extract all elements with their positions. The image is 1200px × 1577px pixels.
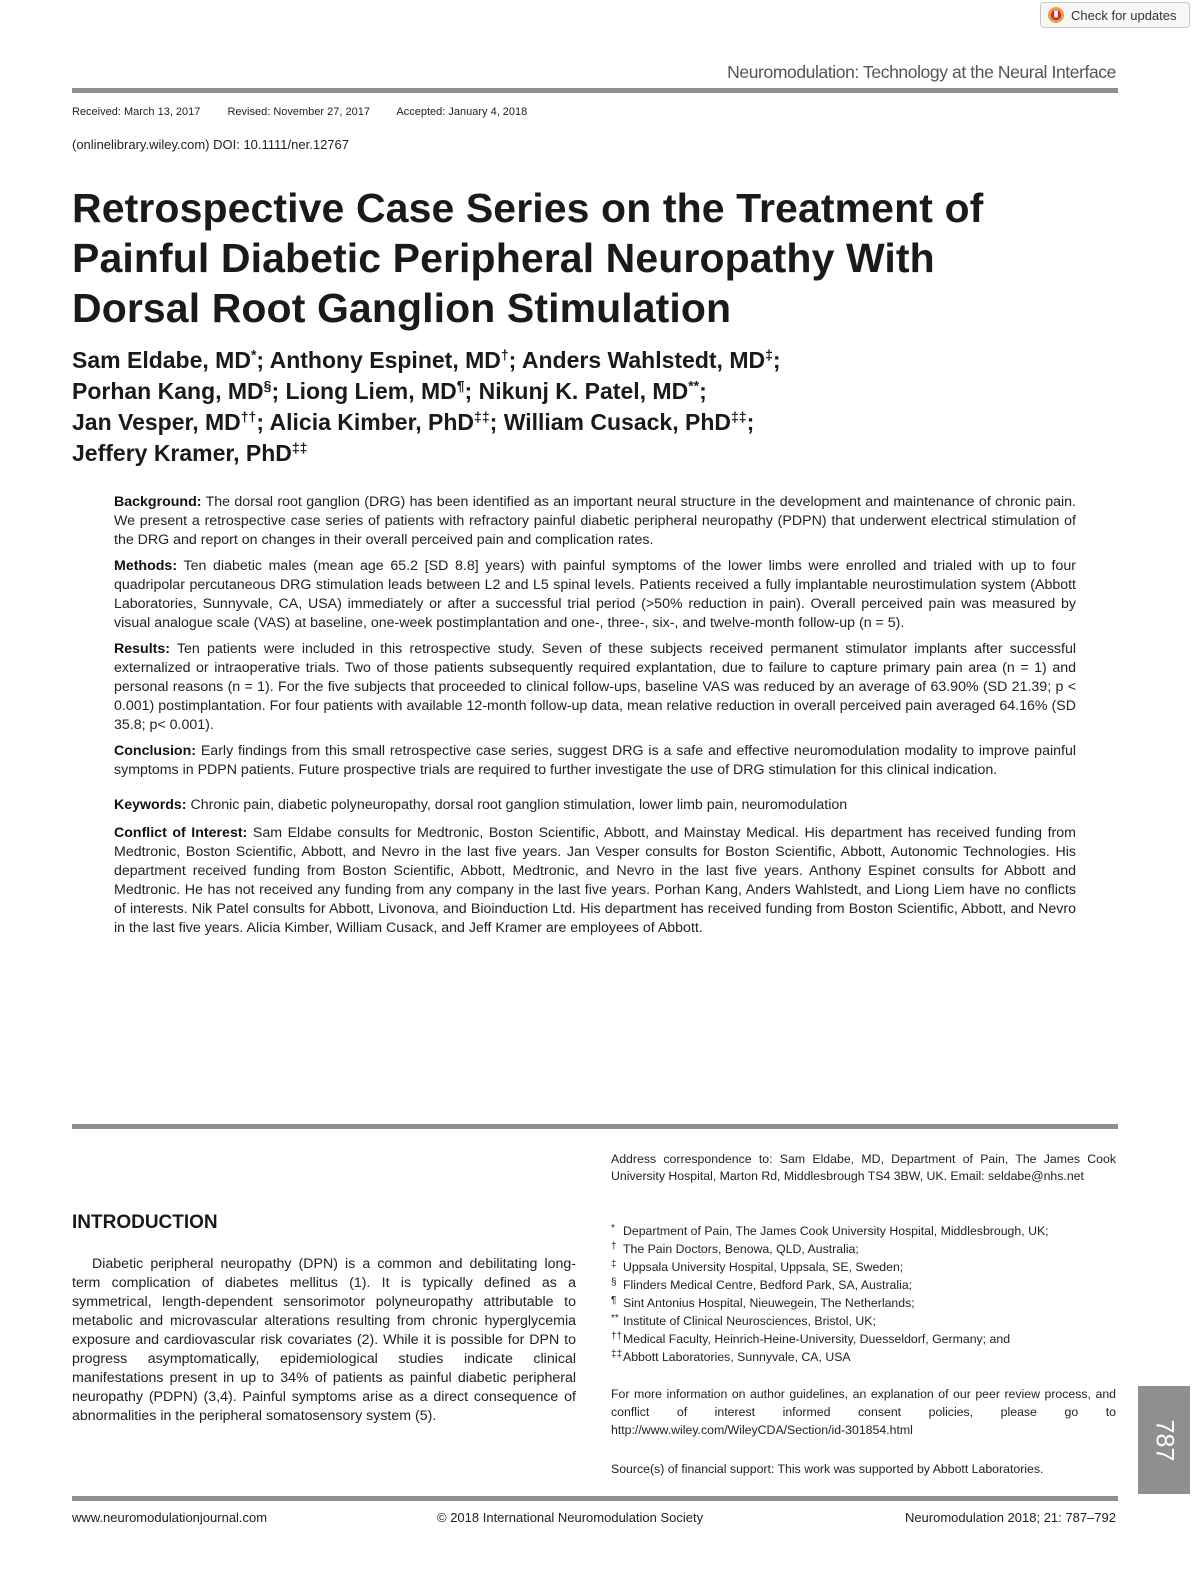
author-sep: ; (256, 409, 270, 435)
author-mark: † (500, 346, 509, 363)
author-mark: †† (240, 408, 257, 425)
affiliation-text: Uppsala University Hospital, Uppsala, SE, Sweden; (623, 1260, 904, 1274)
journal-name: Neuromodulation: Technology at the Neural Interface (727, 62, 1116, 82)
affiliation-mark: ** (611, 1313, 619, 1324)
author-mark: § (263, 377, 272, 394)
accepted-date: Accepted: January 4, 2018 (396, 106, 528, 118)
footer-citation: Neuromodulation 2018; 21: 787–792 (904, 1510, 1116, 1525)
author-mark: ‡‡ (731, 408, 747, 425)
correspondence-address: Address correspondence to: Sam Eldabe, MD, Department of Pain, The James Cook University Hospital, Marton Rd, Middlesbrough TS4 3BW, UK. Email: seldabe@nhs.net (611, 1152, 1116, 1183)
author-sep: ; (489, 409, 504, 435)
author: Jeffery Kramer, PhD (72, 440, 292, 466)
affiliation-mark: ‡‡ (611, 1349, 623, 1360)
author-list (72, 345, 1072, 469)
author-sep: ; (746, 409, 755, 435)
author-mark: ‡ (765, 346, 773, 363)
footer-website: www.neuromodulationjournal.com (72, 1510, 268, 1525)
title-line-2: Painful Diabetic Peripheral Neuropathy With (72, 235, 935, 281)
background-text: The dorsal root ganglion (DRG) has been identified as an important neural structure in the development and maintenance of chronic pain. We present a retrospective case series of patients with refractory painful diabetic peripheral neuropathy (PDPN) that underwent electrical stimulation of the DRG and report on changes in their overall perceived pain and complication rates. (114, 494, 1076, 548)
conflict-of-interest (114, 824, 1076, 938)
author-mark: * (250, 346, 257, 363)
affiliation-text: Department of Pain, The James Cook University Hospital, Middlesbrough, UK; (623, 1224, 1049, 1238)
affiliation-text: Abbott Laboratories, Sunnyvale, CA, USA (623, 1350, 851, 1364)
affiliation-item (611, 1312, 1131, 1330)
affiliation-item (611, 1240, 1131, 1258)
article-dates (72, 106, 551, 118)
affiliation-item (611, 1222, 1131, 1240)
affiliation-list (611, 1222, 1131, 1366)
author-sep: ; (464, 378, 479, 404)
affiliation-item (611, 1330, 1131, 1348)
affiliation-item (611, 1276, 1131, 1294)
crossmark-icon (1047, 6, 1065, 24)
affiliation-mark: * (611, 1223, 615, 1234)
check-for-updates-button[interactable] (1040, 2, 1190, 28)
author: Sam Eldabe, MD (72, 347, 251, 373)
abstract-methods (114, 557, 1076, 633)
results-text: Ten patients were included in this retrospective study. Seven of these subjects received permanent stimulator implants after successful externalized or intraoperative trials. Two of those patients subsequently required explantation, due to failure to capture primary pain area (n = 1) and personal reasons (n = 1). For the five subjects that proceeded to clinical follow-ups, baseline VAS was reduced by an average of 63.90% (SD 21.39; p < 0.001) postimplantation. For four patients with available 12-month follow-up data, mean relative reduction in overall perceived pain averaged 64.16% (SD 35.8; p< 0.001). (114, 641, 1076, 733)
author-sep: ; (271, 378, 286, 404)
author-sep: ; (508, 347, 522, 373)
methods-text: Ten diabetic males (mean age 65.2 [SD 8.8] years) with painful symptoms of the lower limbs were enrolled and trialed with up to four quadripolar percutaneous DRG stimulation leads between L2 and L5 spinal levels. Patients received a fully implantable neurostimulation system (Abbott Laboratories, Sunnyvale, CA, USA) immediately or after a successful trial period (>50% reduction in pain). Overall perceived pain was measured by visual analogue scale (VAS) at baseline, one-week postimplantation and one-, three-, six-, and twelve-month follow-up (n = 5). (114, 558, 1076, 631)
introduction-heading: INTRODUCTION (72, 1212, 218, 1233)
financial-support: Source(s) of financial support: This work was supported by Abbott Laboratories. (611, 1462, 1044, 1476)
affiliation-text: The Pain Doctors, Benowa, QLD, Australia; (623, 1242, 859, 1256)
author-sep: ; (256, 347, 270, 373)
author-mark: ‡‡ (291, 439, 308, 456)
conclusion-label: Conclusion: (114, 743, 196, 759)
title-line-1: Retrospective Case Series on the Treatment of (72, 185, 984, 231)
background-label: Background: (114, 494, 202, 510)
title-line-3: Dorsal Root Ganglion Stimulation (72, 285, 732, 331)
affiliation-mark: ¶ (611, 1295, 617, 1306)
keywords (114, 796, 1076, 815)
author-mark: ** (688, 377, 700, 394)
conclusion-text: Early findings from this small retrospective case series, suggest DRG is a safe and effective neuromodulation modality to improve painful symptoms in PDPN patients. Future prospective trials are required to further investigate the use of DRG stimulation for this clinical indication. (114, 743, 1076, 778)
author: Nikunj K. Patel, MD (478, 378, 689, 404)
introduction-body: Diabetic peripheral neuropathy (DPN) is a common and debilitating long-term complication of diabetes mellitus (1). It is typically defined as a symmetrical, length-dependent sensorimotor polyneuropathy attributable to metabolic and microvascular alterations resulting from chronic hyperglycemia exposure and cardiovascular risk covariates (2). While it is possible for DPN to progress asymptomatically, epidemiological studies indicate clinical manifestations present in up to 34% of patients as painful diabetic peripheral neuropathy (PDPN) (3,4). Painful symptoms arise as a direct consequence of abnormalities in the peripheral somatosensory system (5). (72, 1256, 576, 1424)
keywords-text: Chronic pain, diabetic polyneuropathy, dorsal root ganglion stimulation, lower limb pain, neuromodulation (190, 797, 848, 813)
coi-label: Conflict of Interest: (114, 825, 248, 841)
affiliation-mark: § (611, 1277, 617, 1288)
author-mark: ¶ (456, 377, 465, 394)
affiliation-text: Sint Antonius Hospital, Nieuwegein, The Netherlands; (623, 1296, 915, 1310)
author-guidelines-note: For more information on author guidelines, an explanation of our peer review process, and conflict of interest informed consent policies, please go to http://www.wiley.com/WileyCDA/Section/id-301854.html (611, 1387, 1116, 1437)
author: Anders Wahlstedt, MD (521, 347, 766, 373)
page-number (1138, 1386, 1190, 1494)
abstract-results (114, 640, 1076, 735)
abstract (114, 493, 1076, 945)
author-sep: ; (772, 347, 781, 373)
keywords-label: Keywords: (114, 797, 187, 813)
page-number-text: 787 (1150, 1419, 1179, 1461)
results-label: Results: (114, 641, 170, 657)
section-rule (72, 1124, 1118, 1129)
abstract-background (114, 493, 1076, 550)
author: Anthony Espinet, MD (269, 347, 501, 373)
methods-label: Methods: (114, 558, 178, 574)
doi: (onlinelibrary.wiley.com) DOI: 10.1111/ner.12767 (72, 137, 349, 152)
affiliation-text: Medical Faculty, Heinrich-Heine-University, Duesseldorf, Germany; and (623, 1332, 1011, 1346)
coi-text: Sam Eldabe consults for Medtronic, Boston Scientific, Abbott, and Mainstay Medical. His department has received funding from Medtronic, Boston Scientific, Abbott, and Nevro in the last five years. Jan Vesper consults for Boston Scientific, Abbott, Autonomic Technologies. His department received funding from Boston Scientific, Abbott, Medtronic, and Nevro in the last five years. Anthony Espinet consults for Abbott and Medtronic. He has not received any funding from any company in the last five years. Porhan Kang, Anders Wahlstedt, and Liong Liem have no conflicts of interests. Nik Patel consults for Abbott, Livonova, and Bioinduction Ltd. His department has received funding from Boston Scientific, Abbott, and Nevro in the last five years. Alicia Kimber, William Cusack, and Jeff Kramer are employees of Abbott. (114, 825, 1076, 936)
affiliation-item (611, 1258, 1131, 1276)
author: Jan Vesper, MD (72, 409, 241, 435)
affiliation-mark: ‡ (611, 1259, 617, 1270)
check-for-updates-label: Check for updates (1071, 7, 1177, 23)
affiliation-text: Flinders Medical Centre, Bedford Park, SA, Australia; (623, 1278, 913, 1292)
author: Liong Liem, MD (285, 378, 457, 404)
affiliation-text: Institute of Clinical Neurosciences, Bristol, UK; (623, 1314, 876, 1328)
author-sep: ; (699, 378, 707, 404)
abstract-conclusion (114, 742, 1076, 780)
header-rule (72, 88, 1118, 93)
revised-date: Revised: November 27, 2017 (227, 106, 370, 118)
affiliation-item (611, 1294, 1131, 1312)
affiliation-mark: † (611, 1241, 617, 1252)
affiliation-item (611, 1348, 1131, 1366)
article-title (72, 183, 1132, 333)
footer-copyright: © 2018 International Neuromodulation Society (437, 1510, 704, 1525)
author: William Cusack, PhD (503, 409, 731, 435)
author: Alicia Kimber, PhD (269, 409, 475, 435)
footer-rule (72, 1496, 1118, 1501)
affiliation-mark: †† (611, 1331, 623, 1342)
received-date: Received: March 13, 2017 (72, 106, 201, 118)
author: Porhan Kang, MD (72, 378, 264, 404)
author-mark: ‡‡ (474, 408, 490, 425)
